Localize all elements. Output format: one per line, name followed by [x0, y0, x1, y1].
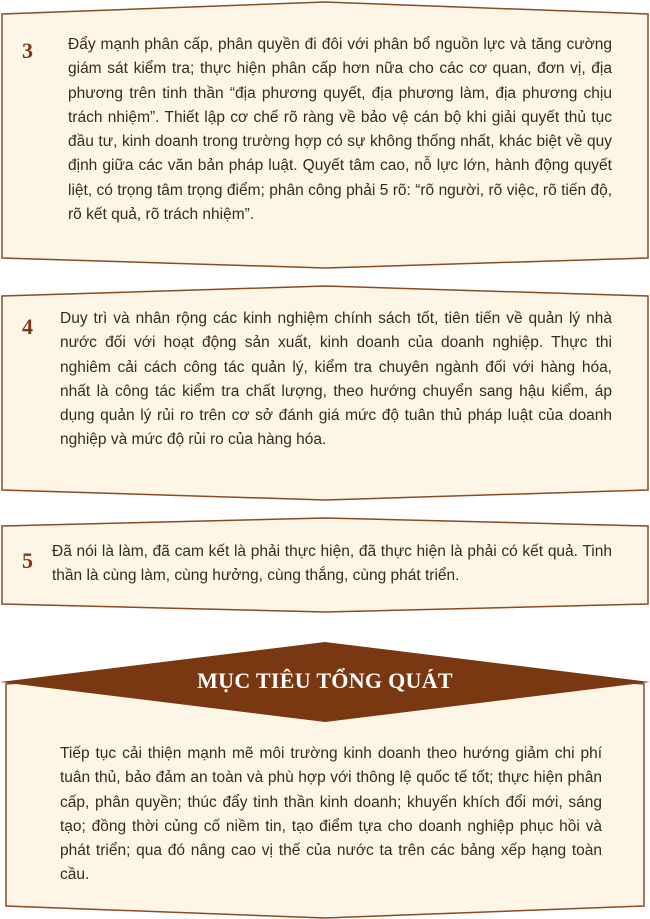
item-number: 5: [22, 548, 33, 573]
item-box-4: [0, 284, 650, 502]
objective-text: Tiếp tục cải thiện mạnh mẽ môi trường kinh doanh theo hướng giảm chi phí tuân thủ, bảo đảm an toàn và phù hợp với thông lệ quốc tế tốt; thực hiện phân cấp, phân quyền; thúc đẩy tinh thần kinh doanh; khuyến khích đổi mới, sáng tạo; đồng thời củng cố niềm tin, tạo điểm tựa cho doanh nghiệp phục hồi và phát triển; qua đó nâng cao vị thế của nước ta trên các bảng xếp hạng toàn cầu.: [60, 745, 602, 884]
item-box-3: [0, 0, 650, 270]
item-text: Đẩy mạnh phân cấp, phân quyền đi đôi với phân bổ nguồn lực và tăng cường giám sát kiểm tra; thực hiện phân cấp hơn nữa cho các cơ quan, đơn vị, địa phương trên tinh thần “địa phương quyết, địa phương làm, địa phương chịu trách nhiệm”. Thiết lập cơ chế rõ ràng về bảo vệ cán bộ khi giải quyết thủ tục đầu tư, kinh doanh trong trường hợp có sự không thống nhất, khác biệt về quy định giữa các văn bản pháp luật. Quyết tâm cao, nỗ lực lớn, hành động quyết liệt, có trọng tâm trọng điểm; phân công phải 5 rõ: “rõ người, rõ việc, rõ tiến độ, rõ kết quả, rõ trách nhiệm”.: [68, 36, 612, 224]
item-number: 4: [22, 314, 33, 339]
item-text: Đã nói là làm, đã cam kết là phải thực hiện, đã thực hiện là phải có kết quả. Tinh thần là cùng làm, cùng hưởng, cùng thắng, cùng phát triển.: [52, 543, 612, 585]
objective-section: [0, 642, 650, 919]
objective-title: MỤC TIÊU TỔNG QUÁT: [197, 668, 453, 693]
item-number: 3: [22, 38, 33, 63]
item-box-5: [0, 516, 650, 614]
item-text: Duy trì và nhân rộng các kinh nghiệm chính sách tốt, tiên tiến về quản lý nhà nước đối với hoạt động sản xuất, kinh doanh của doanh nghiệp. Thực thi nghiêm cải cách công tác quản lý, kiểm tra chuyên ngành đối với hàng hóa, nhất là công tác kiểm tra chất lượng, theo hướng chuyển sang hậu kiểm, áp dụng quản lý rủi ro trên cơ sở đánh giá mức độ tuân thủ pháp luật của doanh nghiệp và mức độ rủi ro của hàng hóa.: [60, 310, 612, 449]
